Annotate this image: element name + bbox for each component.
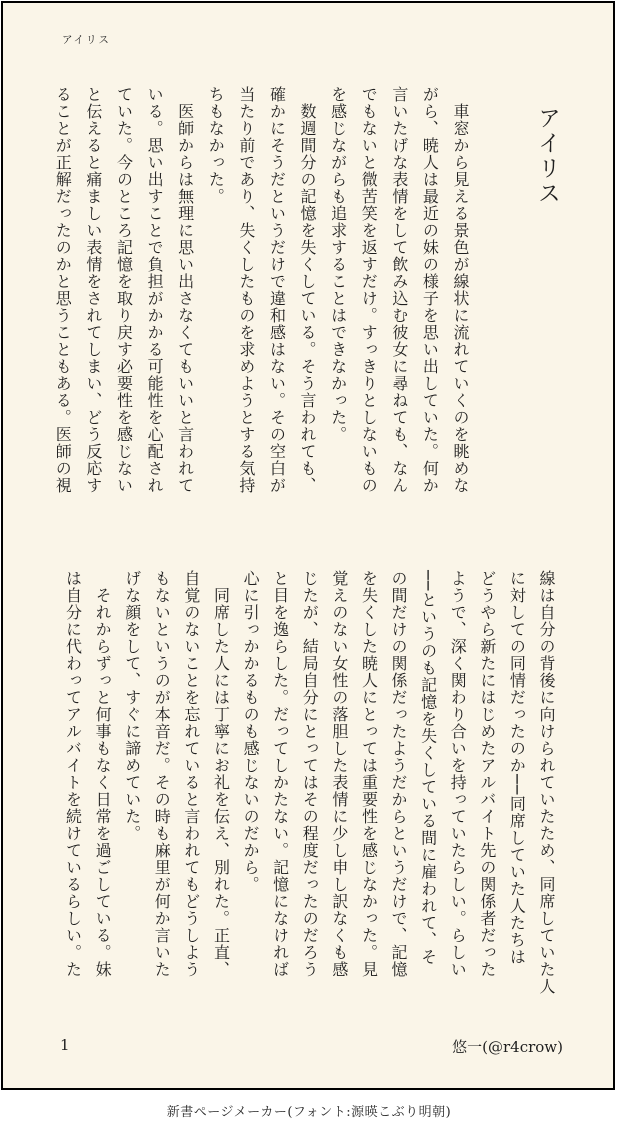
text-line: ることが正解だったのかと思うこともある。医師の視 — [53, 86, 73, 494]
text-line: 心に引っかかるものも感じないのだから。 — [241, 570, 261, 893]
text-line: の間だけの関係だったようだからというだけで、記憶 — [389, 570, 409, 978]
text-line: と伝えると痛ましい表情をされてしまい、どう反応す — [83, 86, 103, 494]
text-line: を感じながらも追求することはできなかった。 — [328, 86, 348, 443]
footer-caption: 新書ページメーカー(フォント:源暎こぶり明朝) — [166, 1105, 452, 1120]
text-line: ──というのも記憶を失くしている間に雇われて、そ — [418, 570, 438, 966]
text-line: 当たり前であり、失くしたものを求めようとする気持 — [236, 86, 256, 494]
text-line: 同席した人には丁寧にお礼を伝え、別れた。正直、 — [211, 570, 231, 978]
text-line: に対しての同情だったのか──同席していた人たちは — [507, 570, 527, 966]
text-line: 言いたげな表情をして飲み込む彼女に尋ねても、なん — [389, 86, 409, 494]
text-line: でもないと微苦笑を返すだけ。すっきりとしないもの — [359, 86, 379, 494]
text-line: それからずっと何事もなく日常を過ごしている。妹 — [93, 570, 113, 978]
text-line: を失くした暁人にとっては重要性を感じなかった。見 — [359, 570, 379, 978]
text-line: どうやら新たにはじめたアルバイト先の関係者だった — [477, 570, 497, 978]
text-line: いる。思い出すことで負担がかかる可能性を心配され — [145, 86, 165, 494]
text-line: もないというのが本音だ。その時も麻里が何か言いた — [152, 570, 172, 978]
text-line: は自分に代わってアルバイトを続けているらしい。た — [63, 570, 83, 978]
text-line: 医師からは無理に思い出さなくてもいいと言われて — [175, 86, 195, 494]
text-line: がら、暁人は最近の妹の様子を思い出していた。何か — [420, 86, 440, 494]
page-number: 1 — [60, 1036, 70, 1054]
text-line: 線は自分の背後に向けられていたため、同席していた人 — [537, 570, 556, 995]
text-line: ちもなかった。 — [206, 86, 226, 205]
text-line: 自覚のないことを忘れていると言われてもどうしよう — [181, 570, 201, 978]
text-block-top — [46, 86, 475, 524]
text-line: ていた。今のところ記憶を取り戻す必要性を感じない — [114, 86, 134, 494]
text-line: と目を逸らした。だってしかたない。記憶になければ — [270, 570, 290, 978]
text-line: ようで、深く関わり合いを持っていたらしい。らしい — [448, 570, 468, 978]
text-line: 覚えのない女性の落胆した表情に少し申し訳なくも感 — [329, 570, 349, 978]
text-line: 確かにそうだというだけで違和感はない。その空白が — [267, 86, 287, 494]
text-line: じたが、結局自分にとってはその程度だったのだろう — [300, 570, 320, 978]
author-credit: 悠一(@r4crow) — [452, 1038, 563, 1056]
book-page — [1, 1, 615, 1090]
text-line: げな顔をして、すぐに諦めていた。 — [122, 570, 142, 842]
running-head: アイリス — [62, 34, 111, 46]
text-block-bottom — [55, 570, 561, 1008]
page-title: アイリス — [534, 106, 560, 206]
text-line: 数週間分の記憶を失くしている。そう言われても、 — [298, 86, 318, 494]
text-line: 車窓から見える景色が線状に流れていくのを眺めな — [451, 86, 470, 494]
